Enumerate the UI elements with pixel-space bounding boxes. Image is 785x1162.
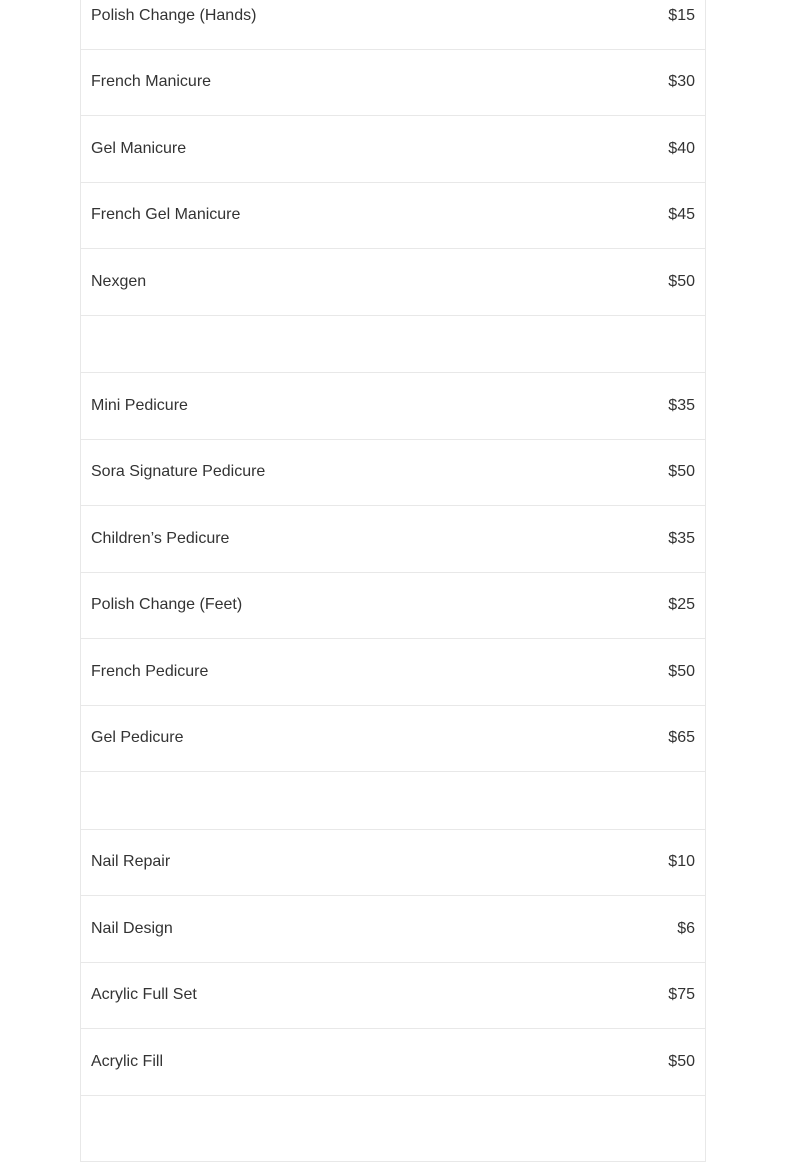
service-price: $65: [668, 729, 695, 747]
service-price: $40: [668, 140, 695, 158]
table-row: [81, 639, 705, 706]
service-price: $75: [668, 986, 695, 1004]
table-row: [81, 0, 705, 50]
service-price: $45: [668, 206, 695, 224]
service-name: Children’s Pedicure: [91, 530, 229, 548]
table-row: [81, 440, 705, 507]
section-divider-row: [81, 772, 705, 830]
service-name: Sora Signature Pedicure: [91, 463, 265, 481]
service-price: $30: [668, 73, 695, 91]
service-price: $6: [677, 920, 695, 938]
service-name: Nail Repair: [91, 853, 170, 871]
table-row: [81, 373, 705, 440]
table-row: [81, 830, 705, 897]
service-name: Acrylic Fill: [91, 1053, 163, 1071]
service-price: $10: [668, 853, 695, 871]
table-row: [81, 963, 705, 1030]
section-divider-row: [81, 316, 705, 374]
service-price: $25: [668, 596, 695, 614]
price-table: [80, 0, 706, 1162]
service-name: Nexgen: [91, 273, 146, 291]
service-name: Gel Manicure: [91, 140, 186, 158]
service-name: Polish Change (Hands): [91, 7, 256, 25]
service-name: French Pedicure: [91, 663, 208, 681]
service-price: $50: [668, 273, 695, 291]
service-name: Acrylic Full Set: [91, 986, 197, 1004]
table-row: [81, 896, 705, 963]
table-row-partial: [81, 1096, 705, 1162]
service-name: Nail Design: [91, 920, 173, 938]
table-row: [81, 706, 705, 773]
service-price: $35: [668, 397, 695, 415]
table-row: [81, 506, 705, 573]
table-row: [81, 116, 705, 183]
service-name: Polish Change (Feet): [91, 596, 242, 614]
service-price: $35: [668, 530, 695, 548]
service-name: French Manicure: [91, 73, 211, 91]
service-name: Gel Pedicure: [91, 729, 184, 747]
service-price: $15: [668, 7, 695, 25]
service-price: $50: [668, 1053, 695, 1071]
service-price: $50: [668, 463, 695, 481]
table-row: [81, 50, 705, 117]
service-name: French Gel Manicure: [91, 206, 240, 224]
table-row: [81, 573, 705, 640]
service-price: $50: [668, 663, 695, 681]
table-row: [81, 1029, 705, 1096]
table-row: [81, 183, 705, 250]
table-row: [81, 249, 705, 316]
service-name: Mini Pedicure: [91, 397, 188, 415]
